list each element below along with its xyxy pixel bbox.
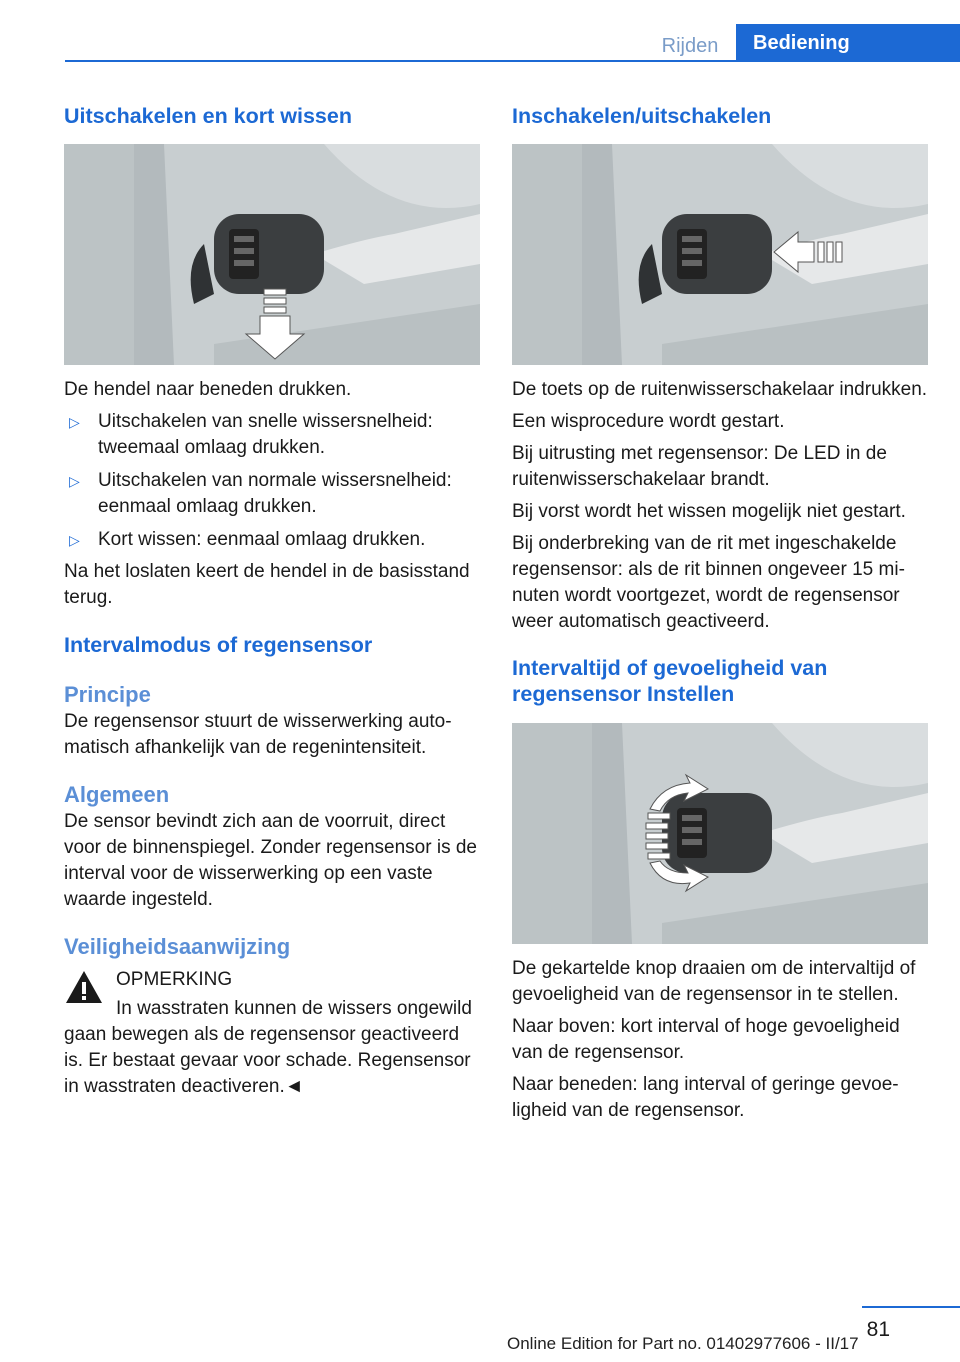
heading-intervalmodus: Intervalmodus of regensensor [64, 633, 373, 657]
paragraph-principe: De regensensor stuurt de wisserwerking automatisch afhankelijk van de regenintensiteit. [64, 711, 452, 758]
paragraph-onderbreking: Bij onderbreking van de rit met ingeschakelde regensensor: als de rit binnen ongeveer 15 minuten wordt voortgezet, wordt de regensensor weer automatisch geactiveerd. [512, 533, 905, 632]
heading-uitschakelen: Uitschakelen en kort wissen [64, 104, 352, 128]
heading-veiligheid: Veiligheidsaanwijzing [64, 934, 291, 959]
list-item: ▷ Kort wissen: eenmaal omlaag drukken. [64, 527, 482, 553]
paragraph-druk: De hendel naar beneden drukken. [64, 379, 352, 400]
right-column [512, 102, 930, 1124]
list-item: ▷ Uitschakelen van snelle wissersnelheid: tweemaal omlaag drukken. [69, 411, 433, 458]
lever-down-illustration [64, 144, 480, 365]
paragraph-wisprocedure: Een wisprocedure wordt gestart. [512, 411, 785, 432]
footer-rule [862, 1306, 960, 1308]
page-number: 81 [866, 1318, 890, 1341]
left-column [64, 102, 482, 1100]
warning-block [64, 967, 482, 993]
warning-triangle-icon [64, 969, 104, 1010]
bullet-list [64, 409, 482, 553]
paragraph-naar-beneden: Naar beneden: lang interval of geringe gevoeligheid van de regensensor. [512, 1074, 899, 1121]
heading-principe: Principe [64, 682, 151, 707]
heading-intervaltijd: Intervaltijd of gevoeligheid van regensensor Instellen [512, 656, 828, 706]
heading-inschakelen: Inschakelen/uitschakelen [512, 104, 772, 128]
knurled-knob-illustration [512, 723, 928, 944]
warning-title: OPMERKING [116, 969, 233, 990]
tab-bediening[interactable]: Bediening [736, 24, 960, 62]
paragraph-naar-boven: Naar boven: kort interval of hoge gevoeligheid van de regensensor. [512, 1016, 900, 1063]
header-rule [65, 60, 960, 62]
paragraph-led: Bij uitrusting met regensensor: De LED in de ruitenwisserschakelaar brandt. [512, 443, 887, 490]
button-press-illustration [512, 144, 928, 365]
paragraph-knop: De gekartelde knop draaien om de intervaltijd of gevoeligheid van de regensensor in te stellen. [512, 958, 916, 1005]
tab-rijden[interactable]: Rijden [661, 34, 719, 57]
edition-note: Online Edition for Part no. 01402977606 - II/17 [507, 1334, 859, 1353]
warning-text: In wasstraten kunnen de wissers ongewild gaan bewegen als de regensensor geactiveerd is. Er bestaat gevaar voor schade. Regensensor in wasstraten deactiveren.◄ [64, 998, 472, 1097]
paragraph-toets: De toets op de ruitenwisserschakelaar indrukken. [512, 379, 928, 400]
list-item: ▷ Uitschakelen van normale wissersnelheid: eenmaal omlaag drukken. [69, 470, 452, 517]
heading-algemeen: Algemeen [64, 782, 170, 807]
bullet-triangle-icon: ▷ [69, 532, 80, 548]
paragraph-algemeen: De sensor bevindt zich aan de voorruit, direct voor de binnenspiegel. Zonder regensensor is de interval voor de wisserwerking op een vaste waarde ingesteld. [64, 811, 477, 910]
bullet-triangle-icon: ▷ [69, 473, 80, 489]
bullet-triangle-icon: ▷ [69, 414, 80, 430]
paragraph-loslaten: Na het loslaten keert de hendel in de basisstand terug. [64, 561, 470, 608]
paragraph-vorst: Bij vorst wordt het wissen mogelijk niet gestart. [512, 501, 906, 522]
